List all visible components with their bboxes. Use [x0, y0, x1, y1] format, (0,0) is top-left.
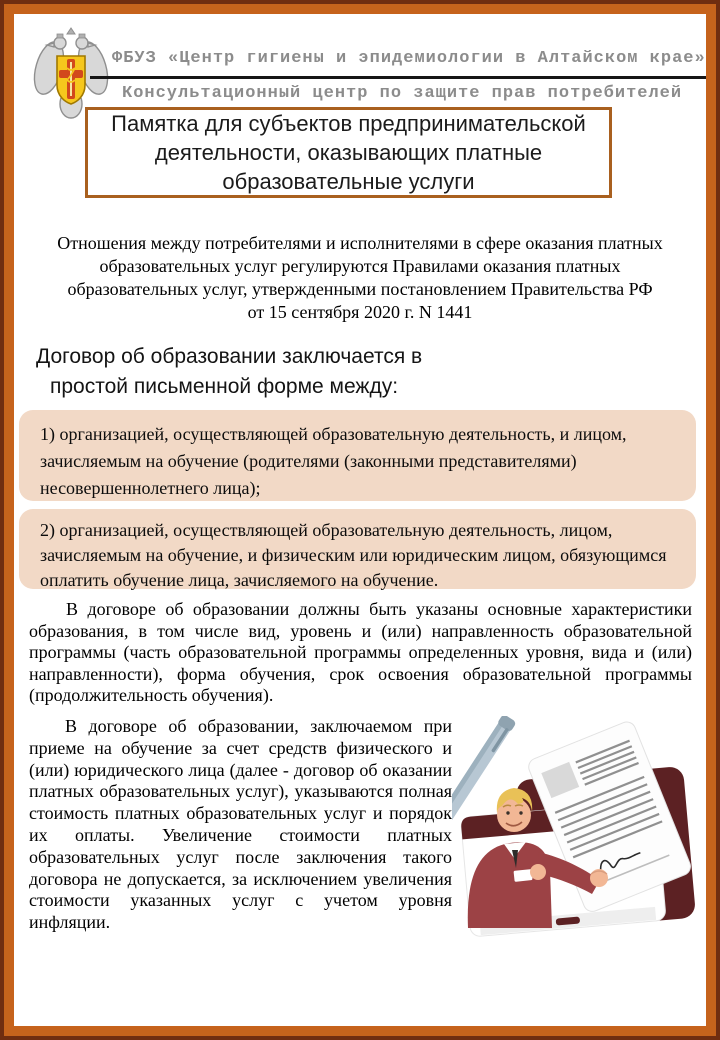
- memo-title-line: Памятка для субъектов предпринимательской: [111, 111, 586, 136]
- signing-illustration: [452, 716, 708, 948]
- characteristics-paragraph: В договоре об образовании должны быть указаны основные характеристики образования, в том числе вид, уровень и (или) направленность образовательной программы (часть образовательной программы определенных уровня, вида и (или) направленности), форма обучения, срок освоения образовательной программы (продолжительность обучения).: [29, 599, 692, 706]
- intro-line: от 15 сентября 2020 г. N 1441: [247, 302, 473, 322]
- intro-line: Отношения между потребителями и исполнителями в сфере оказания платных: [57, 233, 663, 253]
- contract-heading-line: простой письменной форме между:: [50, 375, 399, 398]
- contract-heading-line: Договор об образовании заключается в: [36, 345, 423, 368]
- intro-line: образовательных услуг регулируются Правилами оказания платных: [99, 256, 621, 276]
- header-divider: [90, 76, 706, 79]
- org-name: ФБУЗ «Центр гигиены и эпидемиологии в Алтайском крае»: [112, 49, 706, 68]
- memo-title-line: деятельности, оказывающих платные: [154, 140, 543, 165]
- contract-heading: [36, 342, 676, 402]
- party-box-2: 2) организацией, осуществляющей образовательную деятельность, лицом, зачисляемым на обучение, и физическим или юридическим лицом, обязующимся оплатить обучение лица, зачисляемого на обучение.: [19, 509, 696, 589]
- intro-paragraph: [28, 232, 692, 324]
- intro-line: образовательных услуг, утвержденными постановлением Правительства РФ: [67, 279, 653, 299]
- consult-center-name: Консультационный центр по защите прав потребителей: [122, 84, 683, 103]
- cost-paragraph: В договоре об образовании, заключаемом при приеме на обучение за счет средств физического и (или) юридического лица (далее - договор об оказании платных образовательных услуг), указываются полная стоимость платных образовательных услуг и порядок их оплаты. Увеличение стоимости платных образовательных услуг после заключения такого договора не допускается, за исключением увеличения стоимости указанных услуг с учетом уровня инфляции.: [29, 716, 452, 933]
- memo-title-line: образовательные услуги: [222, 169, 475, 194]
- party-box-1: 1) организацией, осуществляющей образовательную деятельность, и лицом, зачисляемым на обучение (родителями (законными представителями) несовершеннолетнего лица);: [19, 410, 696, 501]
- memo-title-box: [85, 107, 612, 198]
- man-signing-contract-illustration: [452, 716, 708, 948]
